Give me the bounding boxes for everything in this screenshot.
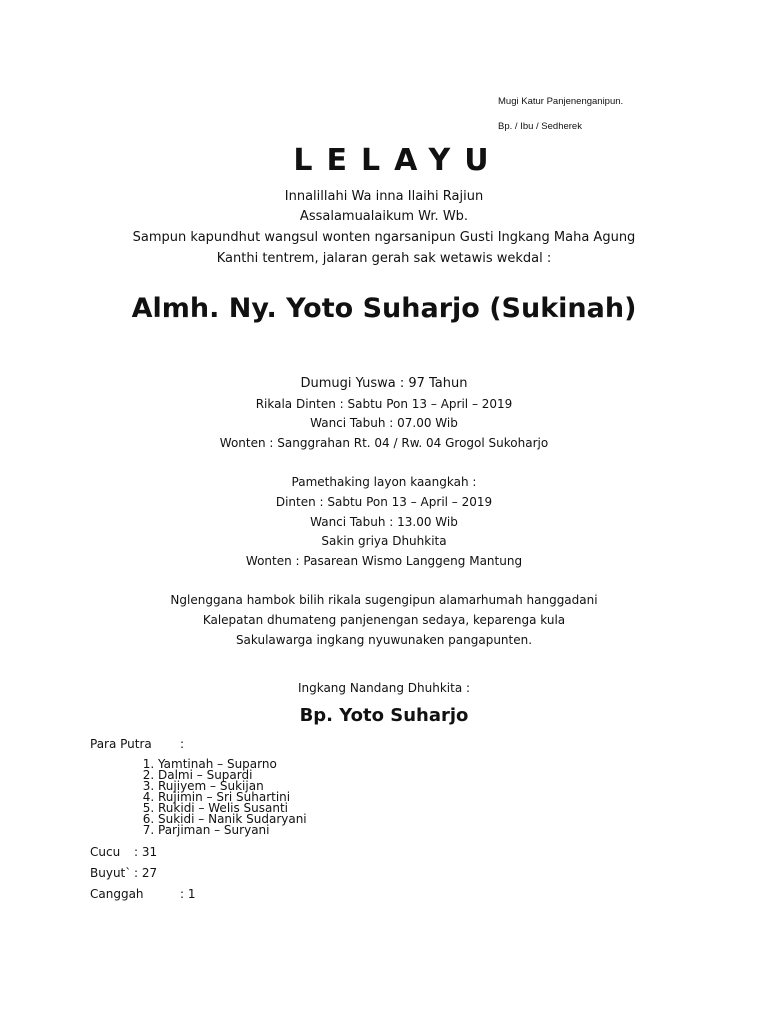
death-date: Rikala Dinten : Sabtu Pon 13 – April – 2019 (255, 397, 513, 411)
list-item: 7. Parjiman – Suryani (158, 825, 307, 836)
grandchildren-value: : 31 (134, 845, 158, 859)
intro-line: Kanthi tentrem, jalaran gerah sak wetawis wekdal : (216, 251, 552, 266)
funeral-heading: Pamethaking layon kaangkah : (291, 475, 477, 489)
deceased-name: Almh. Ny. Yoto Suharjo (Sukinah) (131, 293, 637, 324)
death-age: Dumugi Yuswa : 97 Tahun (300, 376, 468, 391)
death-time: Wanci Tabuh : 07.00 Wib (310, 416, 458, 430)
death-place: Wonten : Sanggrahan Rt. 04 / Rw. 04 Grogol Sukoharjo (219, 436, 549, 450)
greeting-line: Mugi Katur Panjenenganipun. (498, 96, 624, 107)
grandchildren-label: Cucu (90, 845, 121, 859)
great-grandchildren-value: : 27 (134, 866, 158, 880)
mourner-name: Bp. Yoto Suharjo (299, 705, 469, 726)
list-item: 5. Rukidi – Welis Susanti (158, 803, 307, 814)
intro-line: Innalillahi Wa inna Ilaihi Rajiun (284, 189, 484, 204)
closing-line: Nglenggana hambok bilih rikala sugengipun alamarhumah hanggadani (170, 593, 598, 607)
list-item: 1. Yamtinah – Suparno (158, 759, 307, 770)
children-label: Para Putra (90, 737, 152, 751)
list-item: 3. Rujiyem – Sukijan (158, 781, 307, 792)
great-great-grandchildren-value: : 1 (180, 887, 196, 901)
intro-line: Assalamualaikum Wr. Wb. (299, 209, 469, 224)
funeral-departure: Sakin griya Dhuhkita (321, 534, 447, 548)
list-item: 2. Dalmi – Supardi (158, 770, 307, 781)
closing-line: Kalepatan dhumateng panjenengan sedaya, keparenga kula (202, 613, 566, 627)
intro-line: Sampun kapundhut wangsul wonten ngarsanipun Gusti Ingkang Maha Agung (132, 230, 636, 245)
list-item: 4. Rujimin – Sri Suhartini (158, 792, 307, 803)
mourning-label: Ingkang Nandang Dhuhkita : (297, 681, 471, 695)
funeral-date: Dinten : Sabtu Pon 13 – April – 2019 (275, 495, 493, 509)
great-great-grandchildren-label: Canggah (90, 887, 144, 901)
list-item: 6. Sukidi – Nanik Sudaryani (158, 814, 307, 825)
recipient-line: Bp. / Ibu / Sedherek (498, 121, 582, 132)
closing-line: Sakulawarga ingkang nyuwunaken pangapunten. (235, 633, 533, 647)
funeral-time: Wanci Tabuh : 13.00 Wib (310, 515, 458, 529)
great-grandchildren-label: Buyut` (90, 866, 132, 880)
page-title: LELAYU (293, 143, 503, 178)
funeral-place: Wonten : Pasarean Wismo Langgeng Mantung (245, 554, 523, 568)
children-list (136, 759, 307, 836)
children-colon: : (180, 737, 185, 751)
